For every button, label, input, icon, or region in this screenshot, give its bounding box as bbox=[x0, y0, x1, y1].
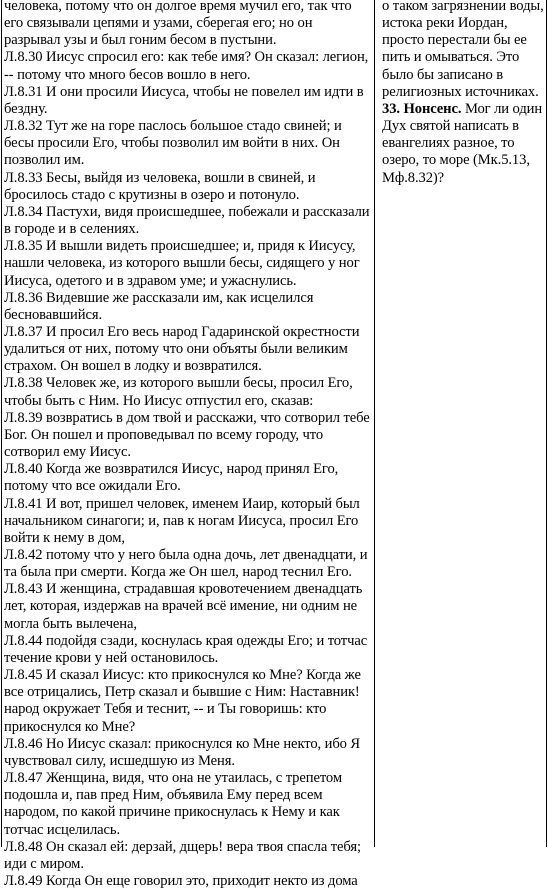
table-border-right bbox=[546, 0, 547, 847]
commentary-item-text: Мог ли один Дух святой написать в евангелиях разное, то озеро, то море (Мк.5.13, Мф.8.32)? bbox=[382, 100, 543, 186]
commentary-intro: о таком загрязнении воды, истока реки Иордан, просто перестали бы ее пить и омываться. Это было бы записано в религиозных источниках. bbox=[382, 0, 544, 100]
verse-paragraph: Л.8.38 Человек же, из которого вышли бесы, просил Его, чтобы быть с Ним. Но Иисус отпустил его, сказав: bbox=[4, 375, 353, 409]
commentary-item-33 bbox=[382, 101, 544, 187]
verse-paragraph: Л.8.35 И вышли видеть происшедшее; и, придя к Иисусу, нашли человека, из которого вышли бесы, сидящего у ног Иисуса, одетого и в здравом уме; и ужаснулись. bbox=[4, 238, 360, 289]
commentary-column bbox=[382, 0, 544, 187]
verse-paragraph: Л.8.31 И они просили Иисуса, чтобы не повелел им идти в бездну. bbox=[4, 83, 364, 117]
verse-paragraph: Л.8.34 Пастухи, видя происшедшее, побежали и рассказали в городе и в селениях. bbox=[4, 203, 370, 238]
verse-paragraph: Л.8.45 И сказал Иисус: кто прикоснулся ко Мне? Когда же все отрицались, Петр сказал и бывшие с Ним: Наставник! народ окружает Тебя и теснит, -- и Ты говоришь: кто прикоснулся ко Мне? bbox=[4, 667, 361, 735]
verse-paragraph: Л.8.44 подойдя сзади, коснулась края одежды Его; и тотчас течение крови у ней остановилось. bbox=[4, 632, 368, 666]
verse-paragraph: Л.8.49 Когда Он еще говорил это, приходит некто из дома bbox=[4, 872, 358, 889]
scripture-text-column bbox=[4, 0, 370, 890]
verse-paragraph: Л.8.43 И женщина, страдавшая кровотечением двенадцать лет, которая, издержав на врачей всё имение, ни одним не могла быть вылечена, bbox=[4, 581, 363, 632]
table-column-divider bbox=[374, 0, 375, 847]
verse-paragraph: Л.8.48 Он сказал ей: дерзай, дщерь! вера твоя спасла тебя; иди с миром. bbox=[4, 838, 361, 872]
verse-paragraph: Л.8.39 возвратись в дом твой и расскажи, что сотворил тебе Бог. Он пошел и проповедывал по всему городу, что сотворил ему Иисус. bbox=[4, 409, 370, 461]
verse-paragraph: Л.8.36 Видевшие же рассказали им, как исцелился бесновавшийся. bbox=[4, 289, 314, 323]
table-border-left bbox=[1, 0, 2, 847]
verse-paragraph: человека, потому что он долгое время мучил его, так что его связывали цепями и узами, сберегая его; но он разрывал узы и был гоним бесом в пустыни. bbox=[4, 0, 352, 49]
verse-paragraph: Л.8.37 И просил Его весь народ Гадаринской окрестности удалиться от них, потому что они объяты были великим страхом. Он вошел в лодку и возвратился. bbox=[4, 323, 360, 375]
verse-paragraph: Л.8.46 Но Иисус сказал: прикоснулся ко Мне некто, ибо Я чувствовал силу, исшедшую из Меня. bbox=[4, 735, 361, 769]
verse-paragraph: Л.8.41 И вот, пришел человек, именем Иаир, который был начальником синагоги; и, пав к ногам Иисуса, просил Его войти к нему в дом, bbox=[4, 495, 360, 546]
commentary-item-heading: 33. Нонсенс. bbox=[382, 100, 462, 117]
verse-paragraph: Л.8.33 Бесы, выйдя из человека, вошли в свиней, и бросилось стадо с крутизны в озеро и потонуло. bbox=[4, 169, 316, 203]
verse-paragraph: Л.8.32 Тут же на горе паслось большое стадо свиней; и бесы просили Его, чтобы позволил им войти в них. Он позволил им. bbox=[4, 118, 342, 169]
verse-paragraph: Л.8.47 Женщина, видя, что она не утаилась, с трепетом подошла и, пав пред Ним, объявила Ему перед всем народом, по какой причине прикоснулась к Нему и как тотчас исцелилась. bbox=[4, 770, 342, 838]
verse-paragraph: Л.8.42 потому что у него была одна дочь, лет двенадцати, и та была при смерти. Когда же Он шел, народ теснил Его. bbox=[4, 547, 368, 581]
verse-paragraph: Л.8.40 Когда же возвратился Иисус, народ принял Его, потому что все ожидали Его. bbox=[4, 461, 339, 495]
verse-paragraph: Л.8.30 Иисус спросил его: как тебе имя? Он сказал: легион, -- потому что много бесов вошло в него. bbox=[4, 49, 369, 83]
